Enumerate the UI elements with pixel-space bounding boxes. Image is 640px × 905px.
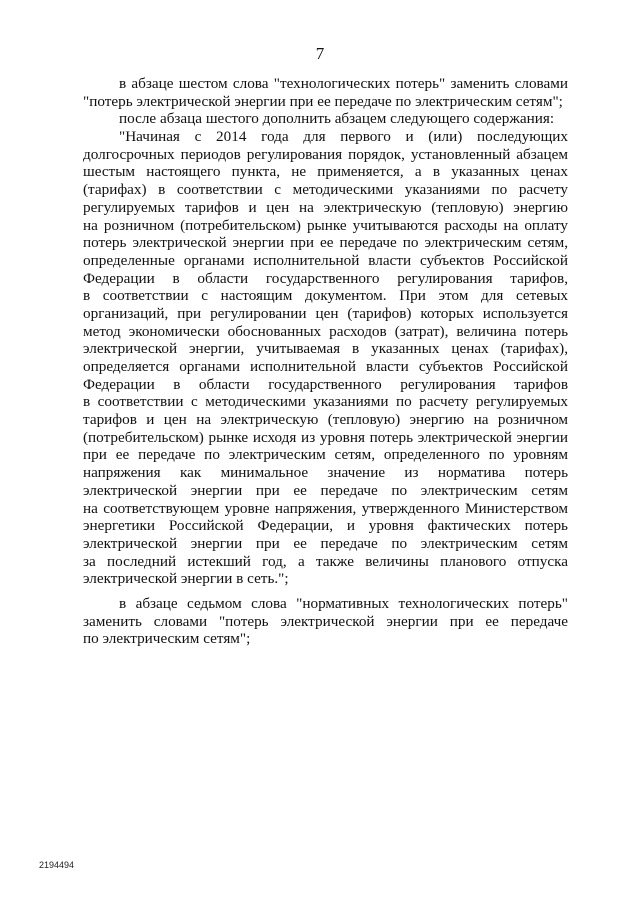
text-line: регулируемых тарифов и цен на электрическую (тепловую) энергию (83, 198, 568, 216)
text-line: определяется органами исполнительной власти субъектов Российской (83, 358, 568, 375)
document-code: 2194494 (39, 860, 75, 870)
document-body (83, 75, 568, 648)
paragraph-2 (83, 110, 568, 128)
text-line: тарифов и цен на электрическую (тепловую) энергию на розничном (83, 411, 568, 429)
text-line: электрической энергии в сеть."; (83, 570, 289, 588)
text-line: (потребительском) рынке исходя из уровня потерь электрической энергии (83, 428, 568, 446)
text-line: потерь электрической энергии при ее передаче по электрическим сетям, (83, 234, 568, 252)
text-line: на соответствующем уровне напряжения, утвержденного Министерством (83, 499, 568, 517)
paragraph-3 (83, 128, 568, 588)
text-line: напряжения как минимальное значение из норматива потерь (83, 464, 568, 482)
text-line: на розничном (потребительском) рынке учитываются расходы на оплату (83, 216, 568, 234)
text-line: (тарифах) в соответствии с методическими указаниями по расчету (83, 181, 568, 199)
text-line: энергетики Российской Федерации, и уровня фактических потерь (83, 517, 568, 535)
paragraph-gap (83, 588, 568, 595)
text-line: определенные органами исполнительной власти субъектов Российской (83, 251, 568, 269)
text-line: по электрическим сетям"; (83, 630, 251, 648)
text-line: организаций, при регулировании цен (тарифов) которых используется (83, 304, 568, 322)
page-number: 7 (315, 44, 325, 63)
paragraph-1 (83, 75, 568, 110)
text-line: Федерации в области государственного регулирования тарифов (83, 375, 568, 393)
text-line: после абзаца шестого дополнить абзацем следующего содержания: (119, 110, 555, 128)
text-line: в соответствии с настоящим документом. При этом для сетевых (83, 287, 568, 305)
text-line: электрической энергии, учитываемая в указанных ценах (тарифах), (83, 340, 568, 358)
text-line: электрической энергии при ее передаче по электрическим сетям (83, 534, 568, 552)
text-line: за последний истекший год, а также величины планового отпуска (83, 552, 568, 570)
text-line: "потерь электрической энергии при ее передаче по электрическим сетям"; (83, 92, 563, 110)
text-line: в абзаце шестом слова "технологических потерь" заменить словами (119, 75, 568, 92)
text-line: в абзаце седьмом слова "нормативных технологических потерь" (119, 594, 568, 612)
paragraph-4 (83, 595, 568, 648)
text-line: при ее передаче по электрическим сетям, определенного по уровням (83, 446, 568, 464)
text-line: шестым настоящего пункта, не применяется, а в указанных ценах (83, 163, 568, 181)
text-line: электрической энергии при ее передаче по электрическим сетям (83, 481, 568, 499)
text-line: в соответствии с методическими указаниями по расчету регулируемых (83, 393, 568, 411)
text-line: долгосрочных периодов регулирования порядок, установленный абзацем (83, 145, 568, 163)
text-line: заменить словами "потерь электрической энергии при ее передаче (83, 612, 568, 630)
text-line: "Начиная с 2014 года для первого и (или) последующих (119, 128, 568, 146)
text-line: Федерации в области государственного регулирования тарифов, (83, 269, 568, 287)
text-line: метод экономически обоснованных расходов (затрат), величина потерь (83, 322, 568, 340)
